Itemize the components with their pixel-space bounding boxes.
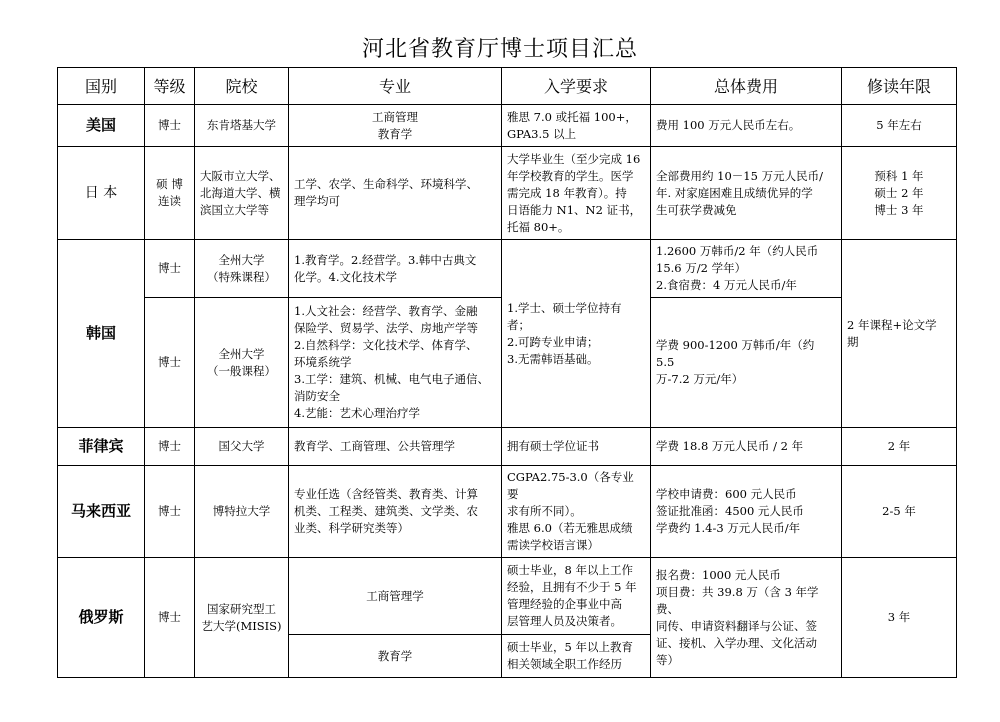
requirements-cell: 1.学士、硕士学位持有 者； 2.可跨专业申请； 3.无需韩语基础。 [502, 240, 651, 428]
table-row [58, 558, 957, 635]
header-country: 国别 [58, 68, 145, 105]
level-cell: 博士 [145, 298, 195, 428]
table-row [58, 240, 957, 298]
school-cell: 大阪市立大学、 北海道大学、横 滨国立大学等 [195, 147, 289, 240]
country-cell: 菲律宾 [58, 428, 145, 466]
level-cell: 博士 [145, 558, 195, 678]
country-cell: 韩国 [58, 240, 145, 428]
years-cell: 5 年左右 [842, 105, 957, 147]
header-row [58, 68, 957, 105]
requirements-cell: 雅思 7.0 或托福 100+， GPA3.5 以上 [502, 105, 651, 147]
school-cell: 全州大学 （一般课程） [195, 298, 289, 428]
page-title: 河北省教育厅博士项目汇总 [361, 37, 638, 62]
major-cell: 专业任选（含经管类、教育类、计算 机类、工程类、建筑类、文学类、农 业类、科学研究类等） [289, 466, 502, 558]
requirements-cell: 硕士毕业，5 年以上教育 相关领域全职工作经历 [502, 635, 651, 678]
major-cell: 教育学 [289, 635, 502, 678]
years-cell: 2 年课程+论文学 期 [842, 240, 957, 428]
level-cell: 博士 [145, 428, 195, 466]
table-row [58, 428, 957, 466]
requirements-cell: CGPA2.75-3.0（各专业要 求有所不同）。 雅思 6.0（若无雅思成绩 需读学校语言课） [502, 466, 651, 558]
table-row [58, 466, 957, 558]
requirements-cell: 拥有硕士学位证书 [502, 428, 651, 466]
cost-cell: 学费 18.8 万元人民币 / 2 年 [651, 428, 842, 466]
country-cell: 美国 [58, 105, 145, 147]
level-cell: 博士 [145, 466, 195, 558]
level-cell: 博士 [145, 105, 195, 147]
cost-cell: 全部费用约 10－15 万元人民币/ 年. 对家庭困难且成绩优异的学 生可获学费减免 [651, 147, 842, 240]
cost-cell: 报名费：1000 元人民币 项目费：共 39.8 万（含 3 年学费、 同传、申请资料翻译与公证、签 证、接机、入学办理、文化活动 等） [651, 558, 842, 678]
major-cell: 工商管理 教育学 [289, 105, 502, 147]
years-cell: 3 年 [842, 558, 957, 678]
school-cell: 全州大学 （特殊课程） [195, 240, 289, 298]
years-cell: 预科 1 年 硕士 2 年 博士 3 年 [842, 147, 957, 240]
requirements-cell: 硕士毕业，8 年以上工作 经验，且拥有不少于 5 年 管理经验的企事业中高 层管理人员及决策者。 [502, 558, 651, 635]
country-cell: 日 本 [58, 147, 145, 240]
school-cell: 东肯塔基大学 [195, 105, 289, 147]
major-cell: 工学、农学、生命科学、环境科学、 理学均可 [289, 147, 502, 240]
major-cell: 教育学、工商管理、公共管理学 [289, 428, 502, 466]
table-row [58, 147, 957, 240]
years-cell: 2 年 [842, 428, 957, 466]
requirements-cell: 大学毕业生（至少完成 16 年学校教育的学生。医学 需完成 18 年教育）。持 日语能力 N1、N2 证书， 托福 80+。 [502, 147, 651, 240]
table-row [58, 105, 957, 147]
school-cell: 国父大学 [195, 428, 289, 466]
cost-cell: 1.2600 万韩币/2 年（约人民币 15.6 万/2 学年） 2.食宿费：4 万元人民币/年 [651, 240, 842, 298]
country-cell: 马来西亚 [58, 466, 145, 558]
school-cell: 博特拉大学 [195, 466, 289, 558]
cost-cell: 费用 100 万元人民币左右。 [651, 105, 842, 147]
header-school: 院校 [195, 68, 289, 105]
major-cell: 工商管理学 [289, 558, 502, 635]
country-cell: 俄罗斯 [58, 558, 145, 678]
header-requirements: 入学要求 [502, 68, 651, 105]
school-cell: 国家研究型工 艺大学(MISIS) [195, 558, 289, 678]
years-cell: 2-5 年 [842, 466, 957, 558]
level-cell: 博士 [145, 240, 195, 298]
cost-cell: 学校申请费：600 元人民币 签证批准函：4500 元人民币 学费约 1.4-3 万元人民币/年 [651, 466, 842, 558]
program-table [57, 67, 957, 678]
cost-cell: 学费 900-1200 万韩币/年（约 5.5 万-7.2 万元/年） [651, 298, 842, 428]
header-level: 等级 [145, 68, 195, 105]
major-cell: 1.教育学。2.经营学。3.韩中古典文 化学。4.文化技术学 [289, 240, 502, 298]
header-cost: 总体费用 [651, 68, 842, 105]
header-major: 专业 [289, 68, 502, 105]
major-cell: 1.人文社会：经营学、教育学、金融 保险学、贸易学、法学、房地产学等 2.自然科学：文化技术学、体育学、 环境系统学 3.工学：建筑、机械、电气电子通信、 消防安全 4.艺能：艺术心理治疗学 [289, 298, 502, 428]
header-years: 修读年限 [842, 68, 957, 105]
level-cell: 硕 博 连读 [145, 147, 195, 240]
